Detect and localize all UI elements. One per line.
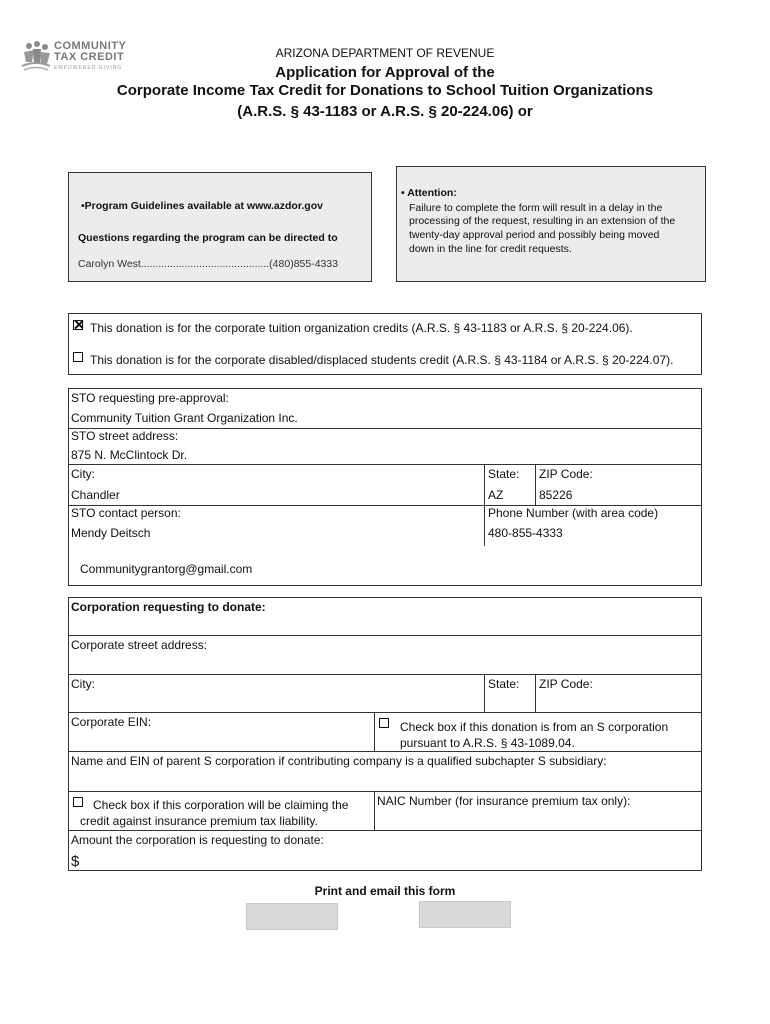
sto-contact-value[interactable]: Mendy Deitsch [71, 526, 151, 540]
s-corporation-label-line2: pursuant to A.R.S. § 43-1089.04. [400, 736, 575, 750]
sto-zip-label: ZIP Code: [539, 467, 593, 481]
program-guidelines-text: •Program Guidelines available at www.azdor.gov [81, 200, 323, 212]
sto-state-value[interactable]: AZ [488, 488, 504, 502]
print-email-instruction: Print and email this form [314, 884, 456, 898]
sto-phone-value[interactable]: 480-855-4333 [488, 526, 563, 540]
attention-line: twenty-day approval period and possibly being moved [409, 229, 660, 241]
department-name: ARIZONA DEPARTMENT OF REVENUE [275, 46, 495, 60]
s-corporation-label-line1: Check box if this donation is from an S corporation [400, 720, 669, 734]
logo-tagline: EMPOWERED GIVING [54, 65, 123, 71]
sto-phone-label: Phone Number (with area code) [488, 506, 659, 520]
sto-zip-value[interactable]: 85226 [539, 488, 573, 502]
sto-contact-label: STO contact person: [71, 506, 181, 520]
naic-number-label: NAIC Number (for insurance premium tax only): [377, 794, 631, 808]
disabled-students-credit-label: This donation is for the corporate disabled/displaced students credit (A.R.S. § 43-1184 or A.R.S. § 20-224.07). [90, 353, 674, 367]
tuition-credit-checkbox[interactable] [73, 320, 83, 330]
corporate-street-label: Corporate street address: [71, 638, 208, 652]
corporate-city-label: City: [71, 677, 95, 691]
corporate-zip-label: ZIP Code: [539, 677, 593, 691]
logo-line2: TAX CREDIT [54, 51, 125, 63]
sto-requesting-label: STO requesting pre-approval: [71, 391, 229, 405]
sto-requesting-value[interactable]: Community Tuition Grant Organization Inc. [71, 411, 298, 425]
corporate-ein-label: Corporate EIN: [71, 715, 152, 729]
insurance-premium-label-line2: credit against insurance premium tax liability. [80, 814, 318, 828]
sto-street-value[interactable]: 875 N. McClintock Dr. [71, 448, 188, 462]
form-title-line2: Corporate Income Tax Credit for Donations to School Tuition Organizations [116, 82, 654, 99]
attention-line: Failure to complete the form will result in a delay in the [409, 202, 663, 214]
corporation-requesting-label: Corporation requesting to donate: [71, 600, 266, 614]
logo-line1: COMMUNITY [54, 40, 127, 52]
sto-state-label: State: [488, 467, 520, 481]
attention-heading: • Attention: [401, 187, 457, 199]
dollar-sign: $ [71, 853, 80, 870]
print-button[interactable] [246, 903, 338, 930]
donation-amount-label: Amount the corporation is requesting to donate: [71, 833, 324, 847]
insurance-premium-label-line1: Check box if this corporation will be claiming the [93, 798, 349, 812]
sto-street-label: STO street address: [71, 429, 179, 443]
corporate-state-label: State: [488, 677, 520, 691]
form-title-line1: Application for Approval of the [275, 64, 495, 81]
attention-line: processing of the request, resulting in an extension of the [409, 215, 676, 227]
email-button[interactable] [419, 901, 511, 928]
form-title-line3: (A.R.S. § 43-1183 or A.R.S. § 20-224.06) or [237, 103, 533, 120]
program-guidelines-box [68, 172, 372, 282]
sto-city-label: City: [71, 467, 95, 481]
tuition-credit-label: This donation is for the corporate tuition organization credits (A.R.S. § 43-1183 or A.R.S. § 20-224.06). [90, 321, 633, 335]
parent-s-corporation-label: Name and EIN of parent S corporation if contributing company is a qualified subchapter S subsidiary: [71, 754, 607, 768]
insurance-premium-checkbox[interactable] [73, 797, 83, 807]
attention-box [396, 166, 706, 282]
sto-email-value[interactable]: Communitygrantorg@gmail.com [80, 562, 253, 576]
questions-text: Questions regarding the program can be directed to [78, 232, 338, 244]
sto-city-value[interactable]: Chandler [71, 488, 120, 502]
attention-line: down in the line for credit requests. [409, 243, 572, 255]
disabled-students-credit-checkbox[interactable] [73, 352, 83, 362]
s-corporation-checkbox[interactable] [379, 718, 389, 728]
contact-line: Carolyn West............................................(480)855-4333 [78, 258, 339, 270]
